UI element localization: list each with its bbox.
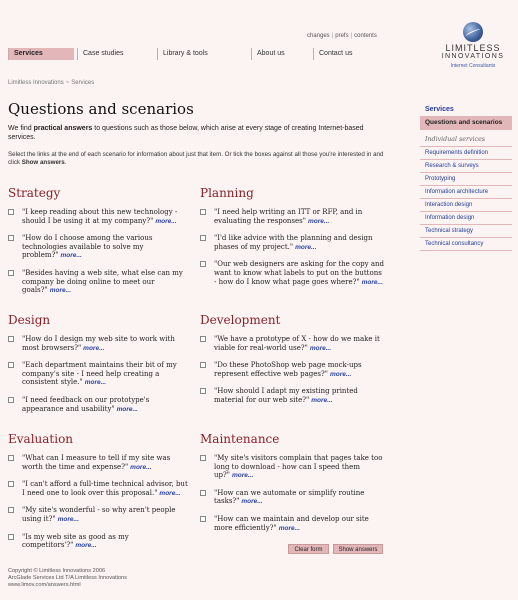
sidebar-item-requirements[interactable]: Requirements definition	[420, 147, 512, 160]
sidebar-item-current[interactable]: Questions and scenarios	[420, 116, 512, 130]
scenario-item: "How can we maintain and develop our site more efficiently?" more...	[200, 515, 385, 533]
tab-library-tools[interactable]: Library & tools	[157, 48, 251, 60]
footer-url: www.limov.com/answers.html	[8, 582, 81, 588]
section-title: Maintenance	[200, 432, 280, 446]
prefs-link[interactable]: prefs	[335, 33, 349, 39]
scenario-checkbox[interactable]	[200, 261, 206, 267]
intro-text: We find practical answers to questions such as those below, which arise at every stage of creating Internet-based services.	[8, 125, 364, 141]
footer-company: ArcGlade Services Ltd T/A Limitless Innovations	[8, 575, 127, 581]
logo-line2: INNOVATIONS	[441, 53, 505, 60]
section-title: Design	[8, 313, 51, 327]
scenario-item: "Our web designers are asking for the copy and want to know what labels to put on the buttons - how do I know what page goes where?" more...	[200, 260, 385, 287]
scenario-item: "We have a prototype of X - how do we make it viable for real-world use?" more...	[200, 335, 385, 353]
scenario-checkbox[interactable]	[200, 362, 206, 368]
scenario-item: "How should I adapt my existing printed material for our web site?" more...	[200, 387, 385, 405]
scenario-checkbox[interactable]	[200, 455, 206, 461]
scenario-checkbox[interactable]	[200, 516, 206, 522]
more-link[interactable]: more...	[361, 278, 383, 286]
scenario-checkbox[interactable]	[8, 209, 14, 215]
scenario-item: "How do I choose among the various technologies available to solve my problem?" more...	[8, 234, 190, 261]
tab-case-studies[interactable]: Case studies	[77, 48, 157, 60]
logo[interactable]	[440, 22, 506, 69]
scenario-checkbox[interactable]	[8, 455, 14, 461]
globe-icon	[463, 22, 483, 42]
more-link[interactable]: more...	[241, 498, 263, 506]
section-title: Development	[200, 313, 281, 327]
sidebar-item-interaction-design[interactable]: Interaction design	[420, 199, 512, 212]
logo-tagline: Internet Consultants	[450, 63, 496, 69]
section-strategy	[8, 186, 190, 304]
scenario-item: "My site's visitors complain that pages take too long to download - how can I speed them up?" more...	[200, 454, 385, 481]
sidebar-item-technical-strategy[interactable]: Technical strategy	[420, 225, 512, 238]
scenario-checkbox[interactable]	[200, 209, 206, 215]
main-nav	[8, 48, 410, 60]
scenario-checkbox[interactable]	[8, 481, 14, 487]
more-link[interactable]: more...	[75, 542, 97, 550]
more-link[interactable]: more...	[130, 463, 152, 471]
section-title: Planning	[200, 186, 254, 200]
sidebar-subheading: Individual services	[420, 130, 512, 147]
scenario-item: "Each department maintains their bit of my company's site - I need help creating a consistent style." more...	[8, 361, 190, 388]
section-planning	[200, 186, 385, 295]
scenario-checkbox[interactable]	[8, 397, 14, 403]
section-evaluation	[8, 432, 190, 559]
breadcrumb	[8, 80, 94, 86]
logo-line1: LIMITLESS	[445, 43, 501, 53]
scenario-item: "What can I measure to tell if my site was worth the time and expense?" more...	[8, 454, 190, 472]
footer-copyright: Copyright © Limitless Innovations 2006	[8, 568, 106, 574]
scenario-checkbox[interactable]	[200, 388, 206, 394]
scenario-item: "I can't afford a full-time technical advisor, but I need one to look over this proposal." more...	[8, 480, 190, 498]
scenario-item: "Besides having a web site, what else can my company be doing online to meet our goals?" more...	[8, 269, 190, 296]
scenario-item: "I'd like advice with the planning and design phases of my project." more...	[200, 234, 385, 252]
more-link[interactable]: more...	[83, 344, 105, 352]
scenario-item: "I need help writing an ITT or RFP, and in evaluating the responses" more...	[200, 208, 385, 226]
more-link[interactable]: more...	[329, 370, 352, 378]
scenario-item: "I keep reading about this new technology - should I be using it at my company?" more...	[8, 208, 190, 226]
more-link[interactable]: more...	[49, 287, 71, 295]
scenario-item: "Do these PhotoShop web page mock-ups represent effective web pages?" more...	[200, 361, 385, 379]
changes-link[interactable]: changes	[307, 33, 330, 39]
sidebar-item-information-design[interactable]: Information design	[420, 212, 512, 225]
more-link[interactable]: more...	[57, 515, 79, 523]
scenario-checkbox[interactable]	[8, 534, 14, 540]
breadcrumb-sep: ~	[65, 80, 70, 86]
more-link[interactable]: more...	[309, 344, 332, 352]
scenario-item: "How do I design my web site to work with most browsers?" more...	[8, 335, 190, 353]
contents-link[interactable]: contents	[354, 33, 377, 39]
instruction-text: Select the links at the end of each scenario for information about just that item. Or tick the boxes against all those you're interested in and click Show answers.	[8, 151, 384, 166]
scenario-checkbox[interactable]	[200, 235, 206, 241]
more-link[interactable]: more...	[60, 252, 82, 260]
scenario-item: "Is my web site as good as my competitors'?" more...	[8, 533, 190, 551]
more-link[interactable]: more...	[295, 243, 317, 251]
more-link[interactable]: more...	[278, 524, 301, 532]
more-link[interactable]: more...	[159, 489, 181, 497]
tab-about-us[interactable]: About us	[251, 48, 313, 60]
scenario-checkbox[interactable]	[8, 336, 14, 342]
scenario-checkbox[interactable]	[8, 507, 14, 513]
section-design	[8, 313, 190, 422]
sidebar-item-information-architecture[interactable]: Information architecture	[420, 186, 512, 199]
more-link[interactable]: more...	[307, 217, 330, 225]
scenario-item: "My site's wonderful - so why aren't people using it?" more...	[8, 506, 190, 524]
section-title: Evaluation	[8, 432, 74, 446]
scenario-item: "How can we automate or simplify routine tasks?" more...	[200, 489, 385, 507]
breadcrumb-home[interactable]: Limitless Innovations	[8, 80, 64, 86]
sidebar-heading[interactable]: Services	[425, 106, 454, 113]
scenario-checkbox[interactable]	[8, 235, 14, 241]
sidebar-item-prototyping[interactable]: Prototyping	[420, 173, 512, 186]
section-title: Strategy	[8, 186, 61, 200]
scenario-checkbox[interactable]	[200, 336, 206, 342]
sidebar	[420, 104, 512, 251]
clear-form-button[interactable]: Clear form	[288, 544, 329, 554]
scenario-checkbox[interactable]	[8, 362, 14, 368]
footer	[8, 568, 127, 589]
show-answers-button[interactable]: Show answers	[333, 544, 383, 554]
more-link[interactable]: more...	[311, 396, 333, 404]
more-link[interactable]: more...	[231, 472, 254, 480]
scenario-item: "I need feedback on our prototype's appearance and usability" more...	[8, 396, 190, 414]
tab-contact-us[interactable]: Contact us	[313, 48, 410, 60]
page-title: Questions and scenarios	[8, 100, 194, 118]
utility-links: changes | prefs | contents	[307, 33, 377, 39]
breadcrumb-current: Services	[71, 80, 95, 86]
sidebar-item-technical-consultancy[interactable]: Technical consultancy	[420, 238, 512, 251]
scenario-checkbox[interactable]	[200, 490, 206, 496]
scenario-checkbox[interactable]	[8, 270, 14, 276]
more-link[interactable]: more...	[84, 379, 107, 387]
sidebar-item-research[interactable]: Research & surveys	[420, 160, 512, 173]
tab-services[interactable]: Services	[8, 48, 74, 60]
section-development	[200, 313, 385, 414]
more-link[interactable]: more...	[116, 405, 138, 413]
section-maintenance	[200, 432, 385, 541]
more-link[interactable]: more...	[155, 217, 177, 225]
